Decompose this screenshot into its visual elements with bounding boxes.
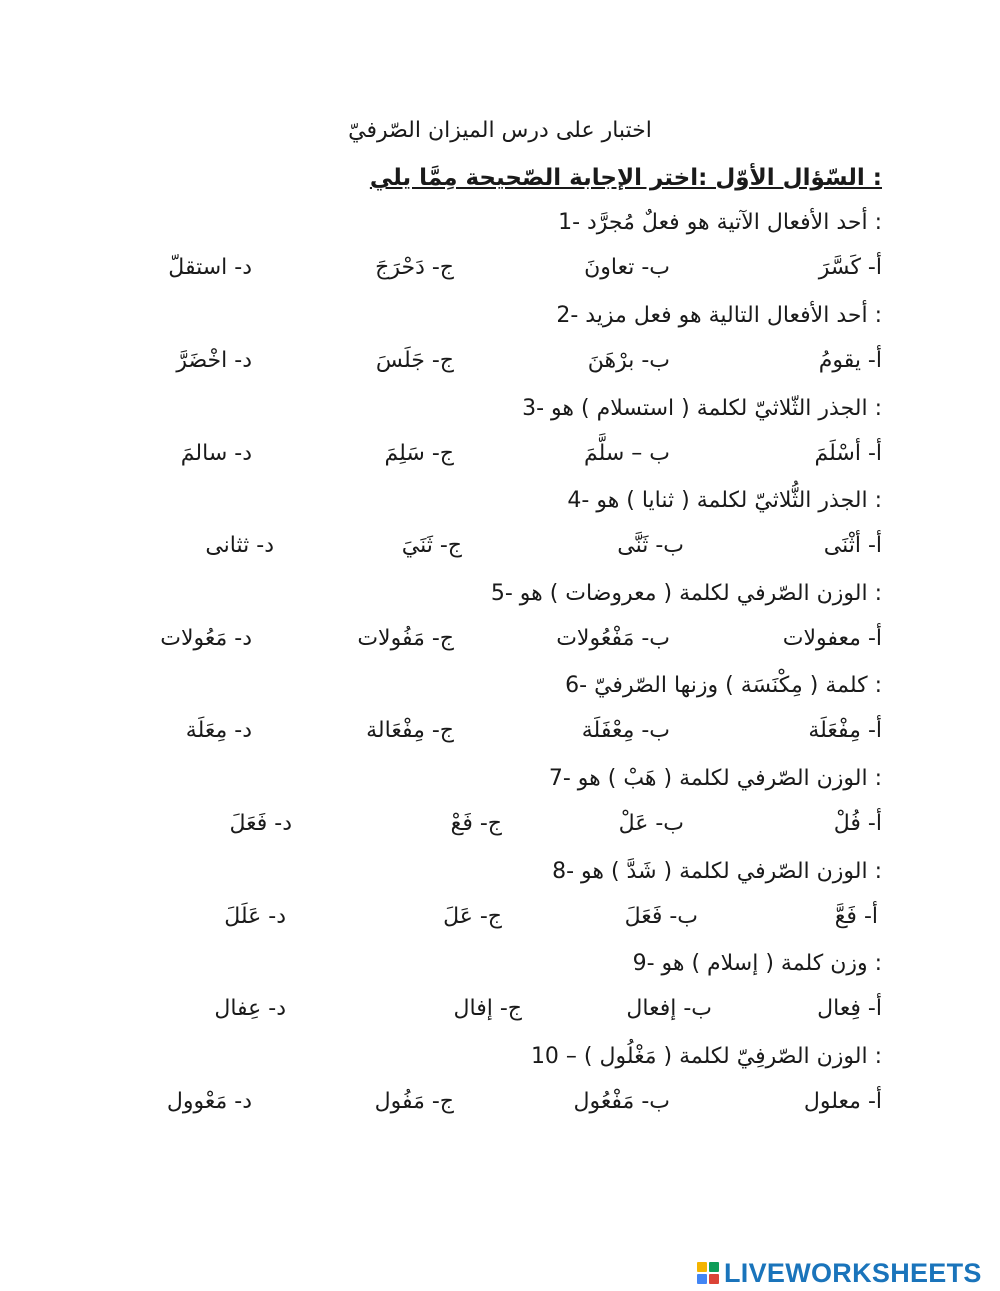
options-row <box>122 348 882 382</box>
answer-option[interactable]: د- فَعَلَ <box>229 811 292 836</box>
section-heading: : السّؤال الأوّل :اختر الإجابة الصّحيحة مِمَّا يلي <box>369 165 882 191</box>
answer-option[interactable]: ج- مَفُولات <box>357 626 454 651</box>
answer-option[interactable]: أ- أسْلَمَ <box>814 441 882 466</box>
answer-option[interactable]: ب- فَعَلَ <box>624 904 698 929</box>
options-row <box>122 1089 882 1123</box>
answer-option[interactable]: د- عَلَلَ <box>224 904 286 929</box>
question-text: : أحد الأفعال الآتية هو فعلٌ مُجرَّد -1 <box>558 210 882 235</box>
page-title: اختبار على درس الميزان الصّرفيّ <box>348 118 652 143</box>
answer-option[interactable]: ب- برْهَنَ <box>587 348 670 373</box>
answer-option[interactable]: أ- فَعَّ <box>834 904 878 929</box>
answer-option[interactable]: أ- مِفْعَلَة <box>808 718 882 743</box>
answer-option[interactable]: ب- مَفْعُولات <box>556 626 670 651</box>
options-row <box>122 904 882 938</box>
answer-option[interactable]: أ- كَسَّرَ <box>818 255 882 280</box>
answer-option[interactable]: ج- عَلَ <box>443 904 502 929</box>
options-row <box>122 811 882 845</box>
answer-option[interactable]: د- اخْضَرَّ <box>176 348 252 373</box>
question-text: : وزن كلمة ( إسلام ) هو -9 <box>632 951 882 976</box>
question-text: : الجذر الثُّلاثيّ لكلمة ( ثنايا ) هو -4 <box>567 488 882 513</box>
answer-option[interactable]: أ- يقومُ <box>818 348 882 373</box>
question-text: : الوزن الصّرفِيّ لكلمة ( مَغْلُول ) – 10 <box>530 1044 882 1069</box>
options-row <box>122 255 882 289</box>
answer-option[interactable]: ج- مَفُول <box>374 1089 454 1114</box>
answer-option[interactable]: ب- عَلْ <box>618 811 684 836</box>
answer-option[interactable]: ج- دَحْرَجَ <box>375 255 454 280</box>
answer-option[interactable]: د- مَعُولات <box>160 626 252 651</box>
answer-option[interactable]: د- سالمَ <box>180 441 252 466</box>
options-row <box>122 533 882 567</box>
answer-option[interactable]: د- عِفال <box>214 996 286 1021</box>
answer-option[interactable]: ب- إفعال <box>626 996 712 1021</box>
liveworksheets-logo <box>697 1258 982 1288</box>
answer-option[interactable]: ب- مَفْعُول <box>573 1089 670 1114</box>
answer-option[interactable]: أ- فُلْ <box>833 811 882 836</box>
answer-option[interactable]: ب – سلَّمَ <box>583 441 670 466</box>
answer-option[interactable]: ج- فَعْ <box>450 811 502 836</box>
answer-option[interactable]: ب- مِعْفَلَة <box>581 718 670 743</box>
answer-option[interactable]: ج- جَلَسَ <box>375 348 454 373</box>
answer-option[interactable]: ج- مِفْعَالة <box>366 718 454 743</box>
answer-option[interactable]: ب- ثَنَّى <box>617 533 684 558</box>
options-row <box>122 996 882 1030</box>
question-text: : الجذر الثّلاثيّ لكلمة ( استسلام ) هو -3 <box>522 396 882 421</box>
answer-option[interactable]: ج- إفال <box>453 996 522 1021</box>
options-row <box>122 441 882 475</box>
answer-option[interactable]: د- مِعَلَة <box>185 718 252 743</box>
question-text: : أحد الأفعال التالية هو فعل مزيد -2 <box>556 303 882 328</box>
answer-option[interactable]: د- استقلّ <box>168 255 252 280</box>
question-text: : الوزن الصّرفي لكلمة ( معروضات ) هو -5 <box>490 581 882 606</box>
answer-option[interactable]: د- مَعْوول <box>166 1089 252 1114</box>
options-row <box>122 626 882 660</box>
answer-option[interactable]: د- ثثانى <box>205 533 274 558</box>
answer-option[interactable]: أ- معلول <box>803 1089 882 1114</box>
answer-option[interactable]: أ- فِعال <box>817 996 882 1021</box>
answer-option[interactable]: أ- أثْنَى <box>823 533 882 558</box>
logo-icon <box>697 1262 719 1284</box>
logo-text: LIVEWORKSHEETS <box>724 1257 982 1288</box>
answer-option[interactable]: ج- ثَنَيَ <box>401 533 462 558</box>
options-row <box>122 718 882 752</box>
answer-option[interactable]: ب- تعاونَ <box>584 255 670 280</box>
answer-option[interactable]: ج- سَلِمَ <box>384 441 454 466</box>
question-text: : كلمة ( مِكْنَسَة ) وزنها الصّرفيّ -6 <box>565 673 882 698</box>
question-text: : الوزن الصّرفي لكلمة ( شَدَّ ) هو -8 <box>552 859 882 884</box>
question-text: : الوزن الصّرفي لكلمة ( هَبْ ) هو -7 <box>548 766 882 791</box>
answer-option[interactable]: أ- معفولات <box>782 626 882 651</box>
